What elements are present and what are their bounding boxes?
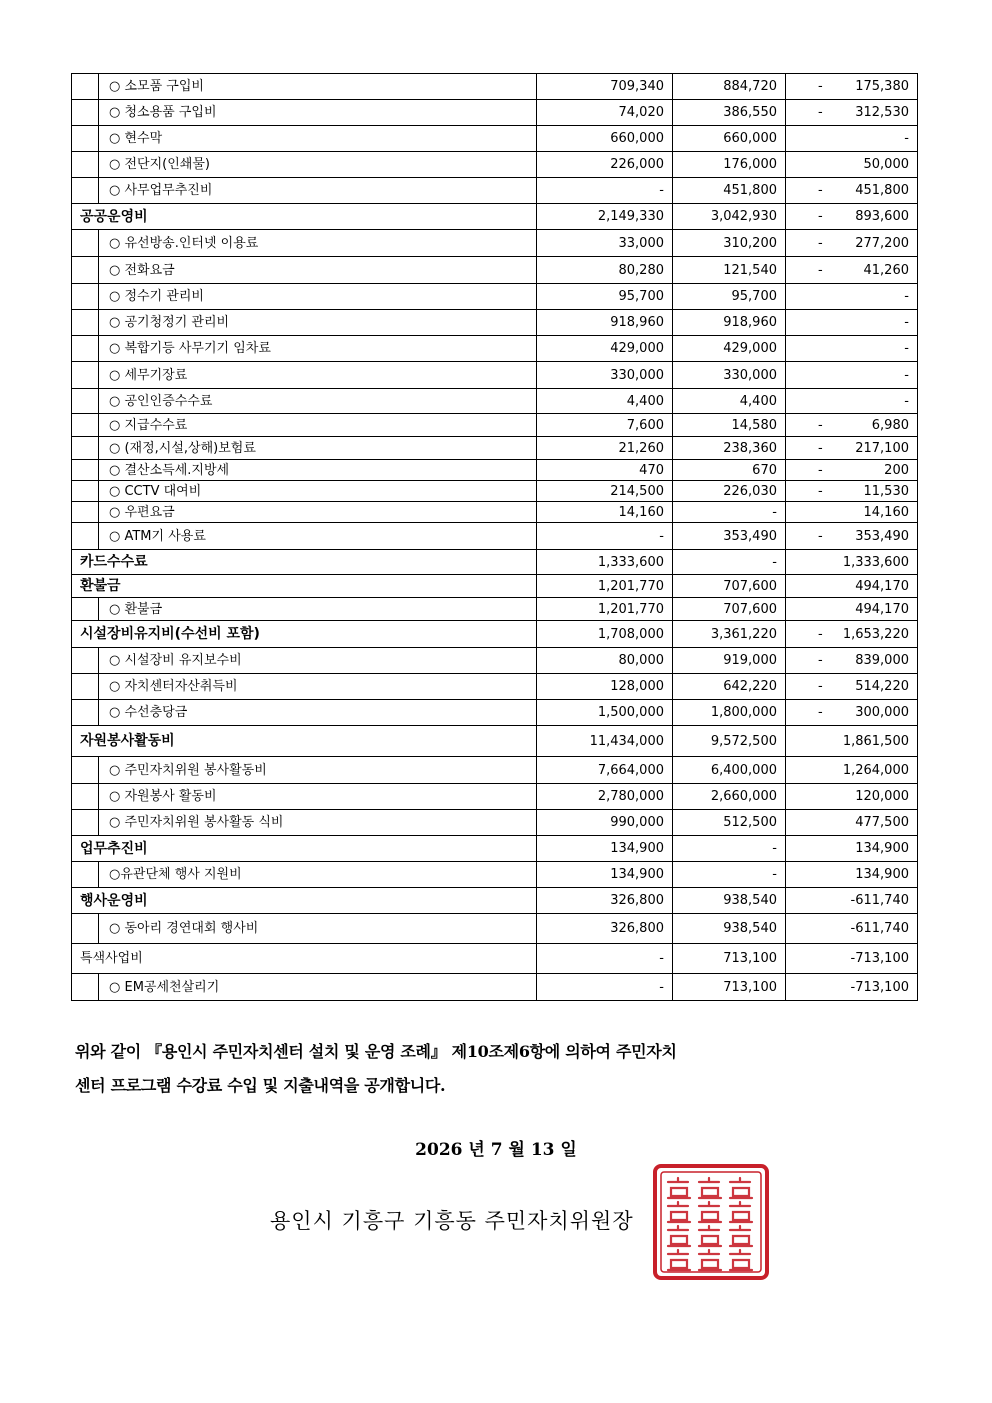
value-revenue: 80,000 <box>537 648 673 674</box>
indent-cell <box>72 74 99 100</box>
indent-cell <box>72 284 99 310</box>
indent-cell <box>72 389 99 414</box>
value-expense: 6,400,000 <box>673 757 786 784</box>
value-difference: -611,740 <box>786 888 918 914</box>
value-revenue: 470 <box>537 460 673 481</box>
value-revenue: 2,780,000 <box>537 784 673 810</box>
value-difference: - <box>786 362 918 389</box>
value-revenue: 429,000 <box>537 336 673 362</box>
value-expense: - <box>673 862 786 888</box>
row-label: ○ 지급수수료 <box>99 414 537 437</box>
value-difference <box>786 648 918 674</box>
value-expense: 707,600 <box>673 575 786 598</box>
row-label: ○ 우편요금 <box>99 502 537 523</box>
value-revenue: 134,900 <box>537 836 673 862</box>
value-revenue: 1,201,770 <box>537 575 673 598</box>
row-label: ○ 자치센터자산취득비 <box>99 674 537 700</box>
value-revenue: - <box>537 178 673 204</box>
value-expense: 14,580 <box>673 414 786 437</box>
value-difference: 494,170 <box>786 575 918 598</box>
table-row-item <box>72 862 918 888</box>
difference-amount: 1,653,220 <box>842 626 909 642</box>
minus-sign: - <box>818 79 823 94</box>
table-row-item <box>72 460 918 481</box>
value-difference: 477,500 <box>786 810 918 836</box>
indent-cell <box>72 784 99 810</box>
value-difference: 134,900 <box>786 862 918 888</box>
value-expense: 310,200 <box>673 230 786 257</box>
row-label: ○ 복합기등 사무기기 임차료 <box>99 336 537 362</box>
value-expense: 386,550 <box>673 100 786 126</box>
table-row-item <box>72 914 918 944</box>
value-expense: - <box>673 550 786 575</box>
row-label: ○ (재정,시설,상해)보험료 <box>99 437 537 460</box>
indent-cell <box>72 757 99 784</box>
table-row-category <box>72 621 918 648</box>
table-row-item <box>72 810 918 836</box>
indent-cell <box>72 648 99 674</box>
value-expense: 938,540 <box>673 914 786 944</box>
minus-sign: - <box>818 483 823 499</box>
row-label: 자원봉사활동비 <box>72 726 537 757</box>
value-difference <box>786 230 918 257</box>
table-row-item <box>72 481 918 502</box>
row-label: 공공운영비 <box>72 204 537 230</box>
value-expense: 451,800 <box>673 178 786 204</box>
value-revenue: 134,900 <box>537 862 673 888</box>
disclosure-note-line2: 센터 프로그램 수강료 수입 및 지출내역을 공개합니다. <box>75 1076 446 1095</box>
table-row-category <box>72 726 918 757</box>
minus-sign: - <box>818 105 823 120</box>
value-expense: 642,220 <box>673 674 786 700</box>
value-revenue: - <box>537 523 673 550</box>
value-expense: - <box>673 836 786 862</box>
table-row-item <box>72 100 918 126</box>
value-revenue: 33,000 <box>537 230 673 257</box>
value-revenue: 21,260 <box>537 437 673 460</box>
value-expense: 9,572,500 <box>673 726 786 757</box>
value-revenue: 1,500,000 <box>537 700 673 726</box>
value-difference: 134,900 <box>786 836 918 862</box>
value-expense: 713,100 <box>673 944 786 974</box>
value-difference: 14,160 <box>786 502 918 523</box>
value-difference: - <box>786 284 918 310</box>
minus-sign: - <box>818 705 823 720</box>
minus-sign: - <box>818 262 823 278</box>
table-row-item <box>72 257 918 284</box>
row-label: ○ ATM기 사용료 <box>99 523 537 550</box>
value-revenue: 95,700 <box>537 284 673 310</box>
row-label: ○ 환불금 <box>99 598 537 621</box>
difference-amount: 41,260 <box>863 262 909 278</box>
value-expense: 238,360 <box>673 437 786 460</box>
row-label: ○ 청소용품 구입비 <box>99 100 537 126</box>
row-label: ○ 전단지(인쇄물) <box>99 152 537 178</box>
value-expense: 938,540 <box>673 888 786 914</box>
minus-sign: - <box>818 626 823 642</box>
value-revenue: 7,600 <box>537 414 673 437</box>
value-difference <box>786 460 918 481</box>
value-expense: 226,030 <box>673 481 786 502</box>
minus-sign: - <box>818 440 823 456</box>
row-label: ○ 결산소득세.지방세 <box>99 460 537 481</box>
row-label: ○ 현수막 <box>99 126 537 152</box>
value-expense: 2,660,000 <box>673 784 786 810</box>
row-label: ○ 수선충당금 <box>99 700 537 726</box>
indent-cell <box>72 502 99 523</box>
table-row-category <box>72 550 918 575</box>
value-revenue: 660,000 <box>537 126 673 152</box>
indent-cell <box>72 523 99 550</box>
value-difference: - <box>786 389 918 414</box>
table-row-item <box>72 152 918 178</box>
expense-table <box>71 73 918 1001</box>
value-difference <box>786 437 918 460</box>
table-row-item <box>72 126 918 152</box>
difference-amount: 277,200 <box>855 235 909 251</box>
table-row-item <box>72 284 918 310</box>
value-revenue: 2,149,330 <box>537 204 673 230</box>
value-expense: 330,000 <box>673 362 786 389</box>
table-row-category <box>72 575 918 598</box>
row-label: ○ 동아리 경연대회 행사비 <box>99 914 537 944</box>
value-revenue: 7,664,000 <box>537 757 673 784</box>
value-expense: 670 <box>673 460 786 481</box>
indent-cell <box>72 126 99 152</box>
table-row-item <box>72 336 918 362</box>
difference-amount: 217,100 <box>855 440 909 456</box>
row-label: ○ 자원봉사 활동비 <box>99 784 537 810</box>
indent-cell <box>72 481 99 502</box>
value-difference <box>786 100 918 126</box>
table-row-category <box>72 944 918 974</box>
minus-sign: - <box>818 462 823 478</box>
row-label: ○ 주민자치위원 봉사활동 식비 <box>99 810 537 836</box>
value-revenue: 74,020 <box>537 100 673 126</box>
row-label: ○ 세무기장료 <box>99 362 537 389</box>
row-label: ○ EM공세천살리기 <box>99 974 537 1001</box>
difference-amount: 839,000 <box>855 653 909 668</box>
value-expense: 121,540 <box>673 257 786 284</box>
value-expense: 884,720 <box>673 74 786 100</box>
value-expense: 176,000 <box>673 152 786 178</box>
table-row-category <box>72 836 918 862</box>
table-row-item <box>72 74 918 100</box>
value-revenue: 128,000 <box>537 674 673 700</box>
value-difference: 120,000 <box>786 784 918 810</box>
difference-amount: 175,380 <box>855 79 909 94</box>
table-row-item <box>72 230 918 257</box>
document-date: 2026 년 7 월 13 일 <box>415 1140 577 1160</box>
minus-sign: - <box>818 528 823 544</box>
indent-cell <box>72 152 99 178</box>
value-revenue: 709,340 <box>537 74 673 100</box>
value-expense: 95,700 <box>673 284 786 310</box>
indent-cell <box>72 914 99 944</box>
value-difference: - <box>786 310 918 336</box>
indent-cell <box>72 460 99 481</box>
indent-cell <box>72 700 99 726</box>
official-seal-icon <box>652 1163 770 1281</box>
value-difference: -611,740 <box>786 914 918 944</box>
value-revenue: 990,000 <box>537 810 673 836</box>
value-expense: 3,042,930 <box>673 204 786 230</box>
table-row-item <box>72 502 918 523</box>
difference-amount: 200 <box>884 462 909 478</box>
value-difference <box>786 700 918 726</box>
indent-cell <box>72 336 99 362</box>
value-expense: 707,600 <box>673 598 786 621</box>
row-label: ○ 공기청정기 관리비 <box>99 310 537 336</box>
value-difference <box>786 204 918 230</box>
value-difference: -713,100 <box>786 944 918 974</box>
table-row-item <box>72 310 918 336</box>
indent-cell <box>72 362 99 389</box>
value-difference: - <box>786 126 918 152</box>
table-row-item <box>72 674 918 700</box>
row-label: ○ 정수기 관리비 <box>99 284 537 310</box>
indent-cell <box>72 674 99 700</box>
value-revenue: 11,434,000 <box>537 726 673 757</box>
value-expense: 4,400 <box>673 389 786 414</box>
value-difference: -713,100 <box>786 974 918 1001</box>
table-row-item <box>72 437 918 460</box>
row-label: ○ 공인인증수수료 <box>99 389 537 414</box>
difference-amount: 514,220 <box>855 679 909 694</box>
value-expense: 660,000 <box>673 126 786 152</box>
table-row-item <box>72 598 918 621</box>
value-revenue: 918,960 <box>537 310 673 336</box>
table-row-item <box>72 700 918 726</box>
table-row-category <box>72 888 918 914</box>
value-revenue: 326,800 <box>537 888 673 914</box>
value-expense: 1,800,000 <box>673 700 786 726</box>
value-difference: 1,333,600 <box>786 550 918 575</box>
minus-sign: - <box>818 183 823 198</box>
table-row-item <box>72 414 918 437</box>
value-difference: 1,264,000 <box>786 757 918 784</box>
row-label: ○ 시설장비 유지보수비 <box>99 648 537 674</box>
indent-cell <box>72 974 99 1001</box>
indent-cell <box>72 257 99 284</box>
value-expense: 512,500 <box>673 810 786 836</box>
difference-amount: 353,490 <box>855 528 909 544</box>
difference-amount: 6,980 <box>871 417 909 433</box>
row-label: ○ CCTV 대여비 <box>99 481 537 502</box>
value-expense: 429,000 <box>673 336 786 362</box>
indent-cell <box>72 862 99 888</box>
value-difference <box>786 481 918 502</box>
indent-cell <box>72 178 99 204</box>
table-row-category <box>72 204 918 230</box>
table-row-item <box>72 974 918 1001</box>
value-revenue: - <box>537 944 673 974</box>
value-difference <box>786 621 918 648</box>
indent-cell <box>72 100 99 126</box>
table-row-item <box>72 523 918 550</box>
value-revenue: 326,800 <box>537 914 673 944</box>
difference-amount: 451,800 <box>855 183 909 198</box>
value-expense: - <box>673 502 786 523</box>
table-row-item <box>72 362 918 389</box>
value-difference <box>786 257 918 284</box>
difference-amount: 312,530 <box>855 105 909 120</box>
value-revenue: 226,000 <box>537 152 673 178</box>
row-label: 환불금 <box>72 575 537 598</box>
row-label: ○ 전화요금 <box>99 257 537 284</box>
row-label: ○ 주민자치위원 봉사활동비 <box>99 757 537 784</box>
value-revenue: 330,000 <box>537 362 673 389</box>
minus-sign: - <box>818 235 823 251</box>
disclosure-note-line1: 위와 같이 『용인시 주민자치센터 설치 및 운영 조례』 제10조제6항에 의하여 주민자치 <box>75 1042 677 1061</box>
row-label: ○ 사무업무추진비 <box>99 178 537 204</box>
difference-amount: 300,000 <box>855 705 909 720</box>
value-difference <box>786 523 918 550</box>
minus-sign: - <box>818 417 823 433</box>
indent-cell <box>72 230 99 257</box>
indent-cell <box>72 414 99 437</box>
row-label: 카드수수료 <box>72 550 537 575</box>
row-label: ○ 소모품 구입비 <box>99 74 537 100</box>
value-difference <box>786 74 918 100</box>
value-expense: 919,000 <box>673 648 786 674</box>
table-row-item <box>72 784 918 810</box>
value-expense: 353,490 <box>673 523 786 550</box>
difference-amount: 11,530 <box>863 483 909 499</box>
value-difference: 494,170 <box>786 598 918 621</box>
minus-sign: - <box>818 653 823 668</box>
signer-name: 용인시 기흥구 기흥동 주민자치위원장 <box>270 1209 634 1233</box>
value-revenue: 14,160 <box>537 502 673 523</box>
value-expense: 3,361,220 <box>673 621 786 648</box>
value-expense: 918,960 <box>673 310 786 336</box>
row-label: ○ 유선방송.인터넷 이용료 <box>99 230 537 257</box>
indent-cell <box>72 810 99 836</box>
value-revenue: - <box>537 974 673 1001</box>
table-row-item <box>72 757 918 784</box>
row-label: ○유관단체 행사 지원비 <box>99 862 537 888</box>
row-label: 행사운영비 <box>72 888 537 914</box>
value-revenue: 4,400 <box>537 389 673 414</box>
value-difference: 50,000 <box>786 152 918 178</box>
minus-sign: - <box>818 679 823 694</box>
indent-cell <box>72 310 99 336</box>
value-difference <box>786 178 918 204</box>
row-label: 업무추진비 <box>72 836 537 862</box>
value-expense: 713,100 <box>673 974 786 1001</box>
value-revenue: 1,333,600 <box>537 550 673 575</box>
row-label: 시설장비유지비(수선비 포함) <box>72 621 537 648</box>
row-label: 특색사업비 <box>72 944 537 974</box>
value-revenue: 1,201,770 <box>537 598 673 621</box>
value-revenue: 1,708,000 <box>537 621 673 648</box>
value-difference: - <box>786 336 918 362</box>
indent-cell <box>72 598 99 621</box>
difference-amount: 893,600 <box>855 209 909 224</box>
table-row-item <box>72 178 918 204</box>
value-difference: 1,861,500 <box>786 726 918 757</box>
minus-sign: - <box>818 209 823 224</box>
value-revenue: 80,280 <box>537 257 673 284</box>
value-revenue: 214,500 <box>537 481 673 502</box>
indent-cell <box>72 437 99 460</box>
table-row-item <box>72 648 918 674</box>
table-row-item <box>72 389 918 414</box>
value-difference <box>786 674 918 700</box>
value-difference <box>786 414 918 437</box>
